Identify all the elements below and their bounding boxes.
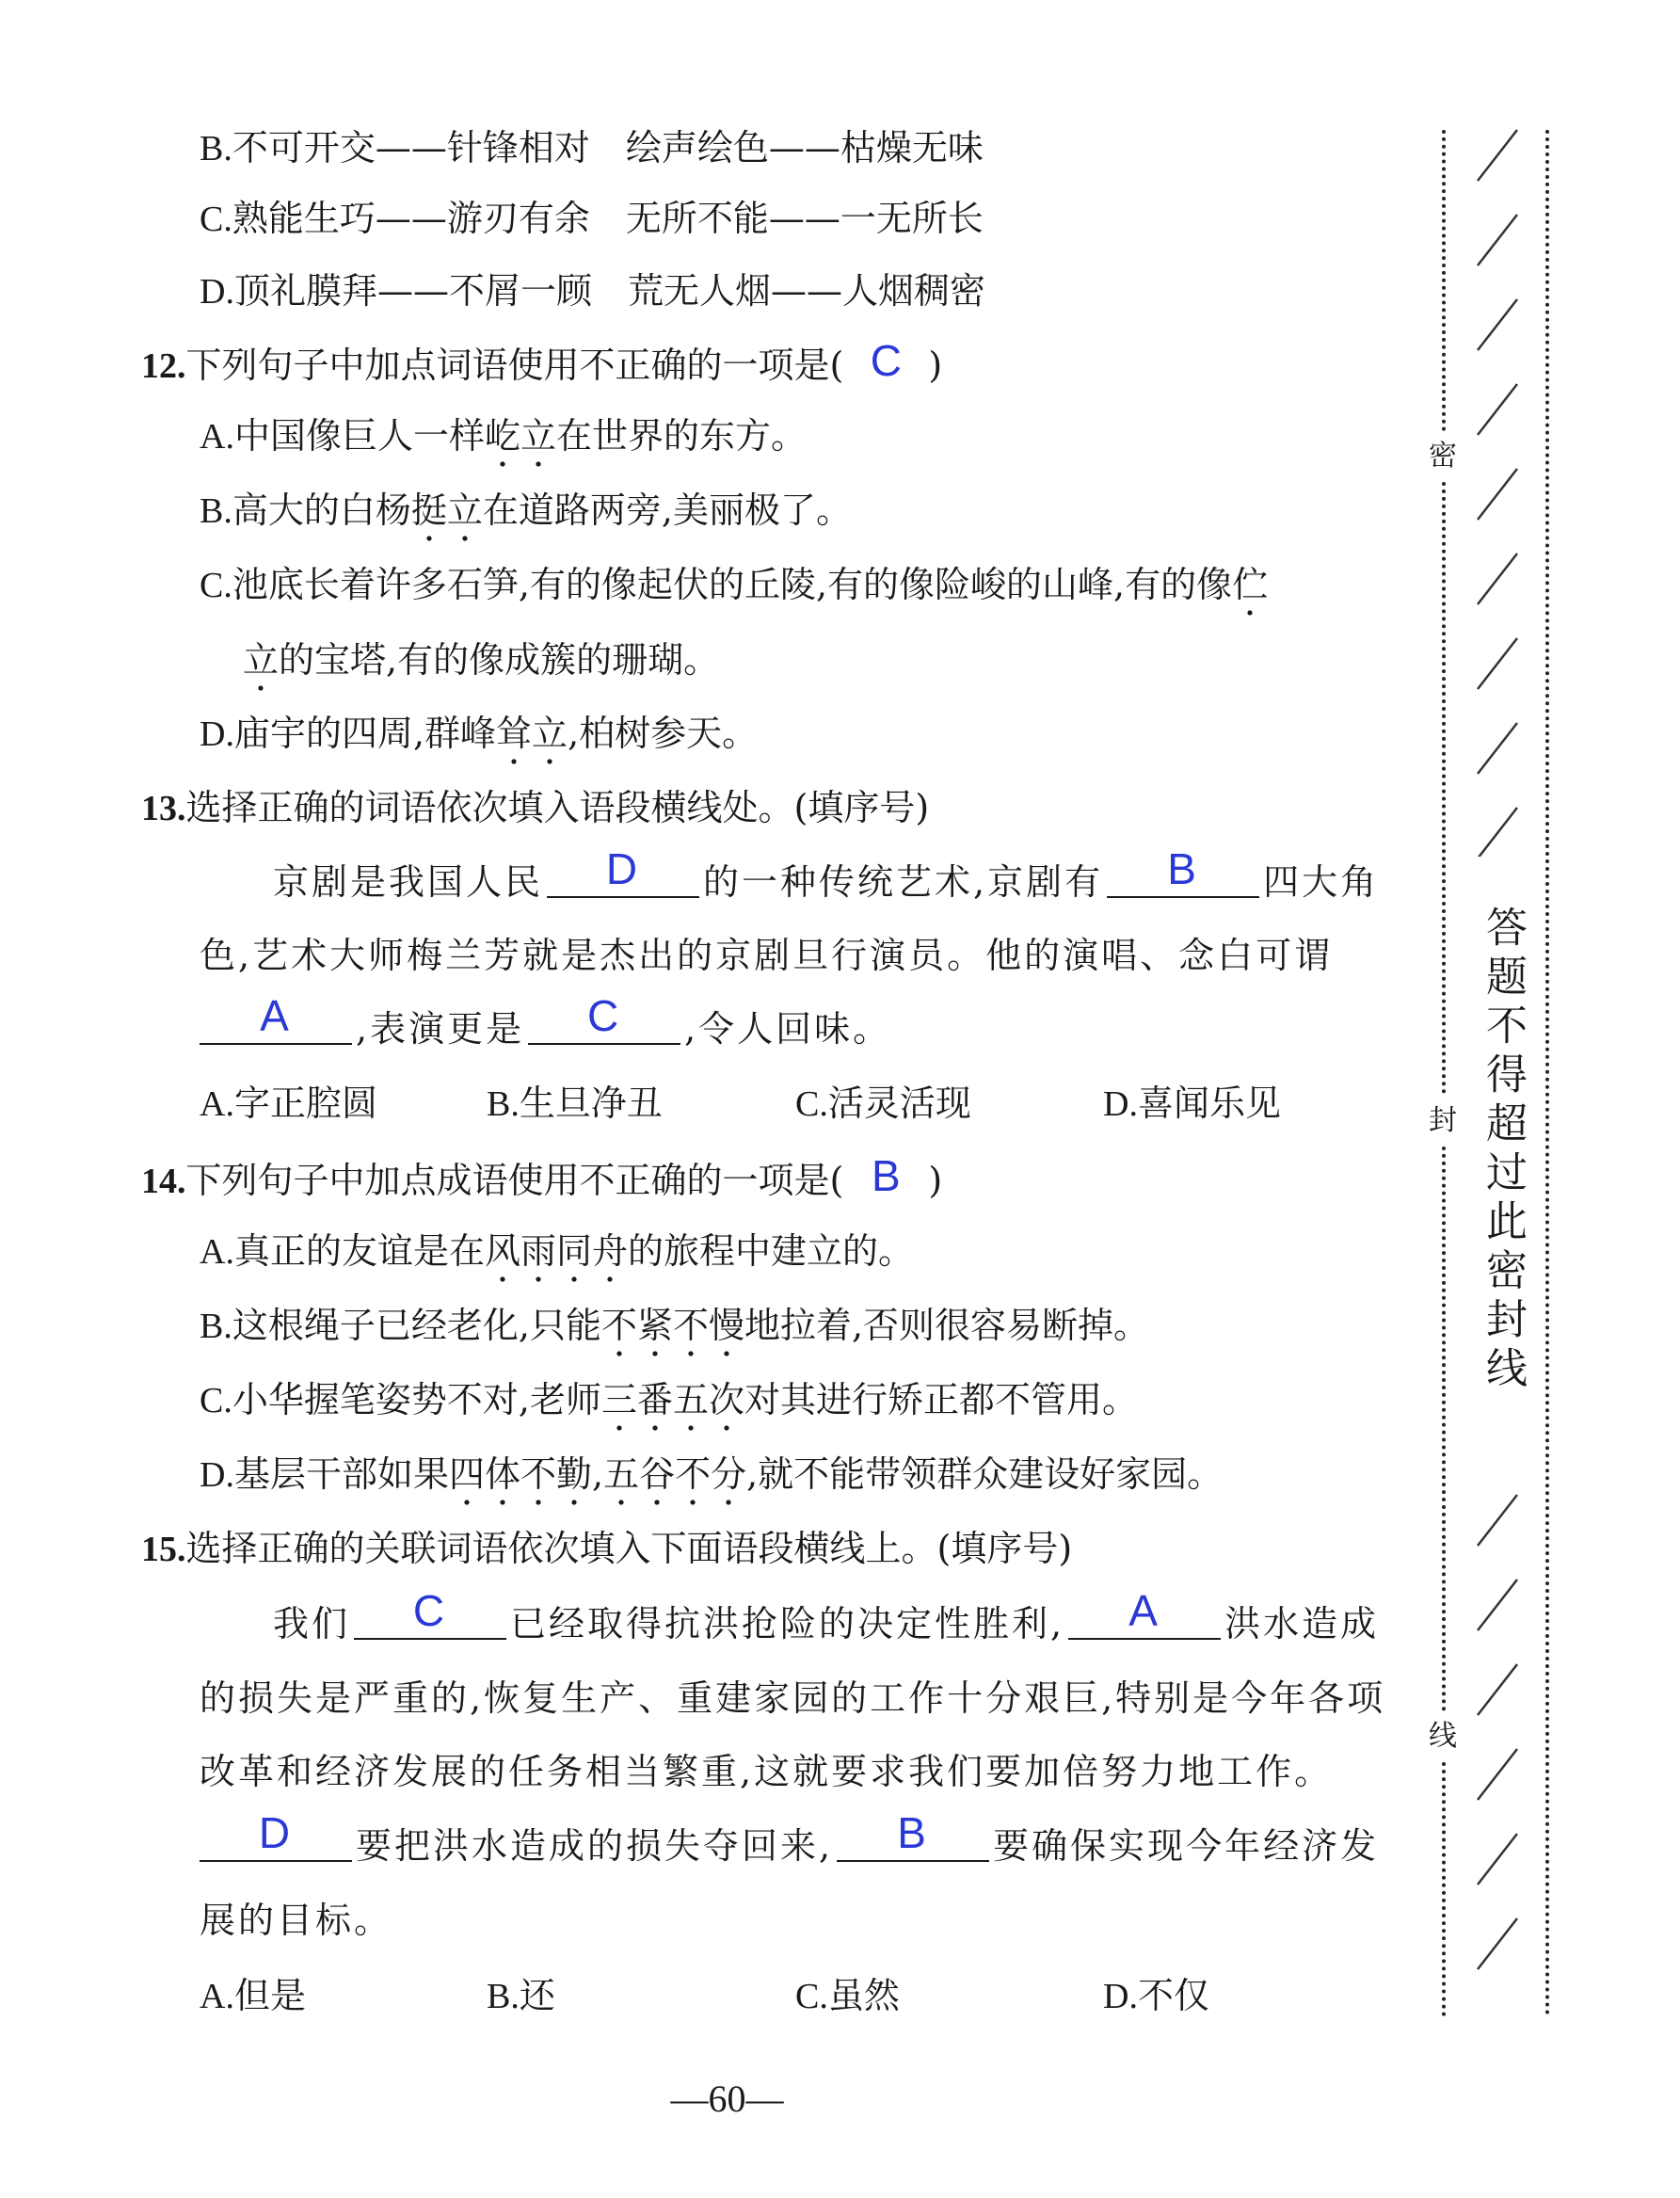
q15-passage-line5: 展的目标。 [200, 1900, 393, 1941]
answer-blank[interactable] [354, 1586, 506, 1640]
answer-blank[interactable] [528, 991, 680, 1045]
q13-passage-line2: 色,艺术大师梅兰芳就是杰出的京剧旦行演员。他的演唱、念白可谓 [200, 935, 1334, 976]
page-number: —60— [670, 2078, 784, 2120]
question-number: 14. [141, 1162, 186, 1201]
q12-stem: 12.下列句子中加点词语使用不正确的一项是( C ) [141, 336, 943, 386]
blank-answer: A [1128, 1586, 1160, 1635]
q11-option-b: B.不可开交——针锋相对 绘声绘色——枯燥无味 [200, 127, 984, 168]
seal-label-xian: 线 [1429, 1720, 1457, 1753]
q11-option-d: D.顶礼膜拜——不屑一顾 荒无人烟——人烟稠密 [200, 270, 985, 312]
seal-label-feng: 封 [1429, 1104, 1457, 1137]
seal-dotted-line [1442, 1762, 1446, 2016]
seal-label-mi: 密 [1429, 440, 1457, 473]
q13-passage-line3: A ,表演更是 C ,令人回味。 [196, 1005, 891, 1052]
dotted-word: 五谷不分 [603, 1453, 746, 1506]
q15-option-d: D.不仅 [1103, 1975, 1209, 2016]
dotted-word: 伫 [1232, 564, 1268, 617]
blank-answer: B [897, 1808, 929, 1857]
q12-answer: C [870, 336, 902, 385]
answer-blank[interactable] [837, 1808, 989, 1862]
blank-answer: D [258, 1808, 294, 1857]
q15-option-c: C.虽然 [795, 1975, 900, 2016]
answer-blank[interactable] [200, 1808, 352, 1862]
q12-option-d: D.庙宇的四周,群峰耸立,柏树参天。 [200, 710, 758, 758]
blank-answer: C [586, 991, 622, 1040]
question-number: 13. [141, 789, 186, 828]
q14-option-d: D.基层干部如果四体不勤,五谷不分,就不能带领群众建设好家园。 [200, 1451, 1223, 1499]
answer-blank[interactable] [1107, 844, 1259, 898]
blank-answer: C [412, 1586, 448, 1635]
q15-passage-line2: 的损失是严重的,恢复生产、重建家园的工作十分艰巨,特别是今年各项 [200, 1677, 1386, 1719]
dotted-word: 耸立 [496, 713, 568, 765]
q12-option-b: B.高大的白杨挺立在道路两旁,美丽极了。 [200, 487, 852, 535]
q14-answer: B [871, 1151, 901, 1200]
answer-blank[interactable] [547, 844, 699, 898]
q14-stem: 14.下列句子中加点成语使用不正确的一项是( B ) [141, 1151, 943, 1201]
seal-dotted-line [1442, 482, 1446, 1094]
q12-option-a: A.中国像巨人一样屹立在世界的东方。 [200, 412, 807, 460]
q11-option-c: C.熟能生巧——游刃有余 无所不能——一无所长 [200, 198, 984, 239]
seal-dotted-line [1442, 1147, 1446, 1711]
q12-option-c-cont: 立的宝塔,有的像成簇的珊瑚。 [243, 636, 719, 683]
question-number: 15. [141, 1530, 186, 1569]
q12-option-c: C.池底长着许多石笋,有的像起伏的丘陵,有的像险峻的山峰,有的像伫 [200, 561, 1268, 609]
q15-passage-line3: 改革和经济发展的任务相当繁重,这就要求我们要加倍努力地工作。 [200, 1751, 1334, 1792]
seal-dotted-line [1545, 130, 1549, 2016]
blank-answer: B [1167, 844, 1199, 893]
dotted-word: 四体不勤 [449, 1453, 592, 1506]
dotted-word: 三番五次 [601, 1379, 744, 1432]
dotted-word: 风雨同舟 [485, 1230, 628, 1283]
q14-option-a: A.真正的友谊是在风雨同舟的旅程中建立的。 [200, 1227, 914, 1275]
q15-passage-line1: 我们 C 已经取得抗洪抢险的决定性胜利, A 洪水造成 [273, 1586, 1380, 1644]
q15-option-b: B.还 [487, 1975, 555, 2016]
q15-option-a: A.但是 [200, 1975, 306, 2016]
q13-option-b: B.生旦净丑 [487, 1083, 663, 1124]
q15-stem: 15.选择正确的关联词语依次填入下面语段横线上。(填序号) [141, 1528, 1073, 1569]
dotted-word: 屹立 [485, 415, 556, 468]
seal-hatch-top [1468, 122, 1534, 857]
blank-answer: D [605, 844, 641, 893]
answer-blank[interactable] [1068, 1586, 1221, 1640]
answer-blank[interactable] [200, 991, 352, 1045]
seal-hatch-bottom [1468, 1487, 1534, 1986]
q15-passage-line4: D 要把洪水造成的损失夺回来, B 要确保实现今年经济发 [196, 1822, 1379, 1869]
dotted-word: 立 [243, 639, 279, 692]
q13-stem: 13.选择正确的词语依次填入语段横线处。(填序号) [141, 787, 930, 828]
q13-option-c: C.活灵活现 [795, 1083, 971, 1124]
q13-option-d: D.喜闻乐见 [1103, 1083, 1281, 1124]
question-number: 12. [141, 346, 186, 386]
q13-option-a: A.字正腔圆 [200, 1083, 377, 1124]
dotted-word: 挺立 [411, 489, 483, 542]
seal-dotted-line [1442, 130, 1446, 431]
q14-option-c: C.小华握笔姿势不对,老师三番五次对其进行矫正都不管用。 [200, 1376, 1138, 1424]
blank-answer: A [260, 991, 292, 1040]
seal-notice: 答题不得超过此密封线 [1479, 906, 1527, 1395]
dotted-word: 不紧不慢 [601, 1305, 744, 1357]
q13-passage-line1: 京剧是我国人民 D 的一种传统艺术,京剧有 B 四大角 [273, 844, 1380, 903]
q14-option-b: B.这根绳子已经老化,只能不紧不慢地拉着,否则很容易断掉。 [200, 1302, 1149, 1350]
